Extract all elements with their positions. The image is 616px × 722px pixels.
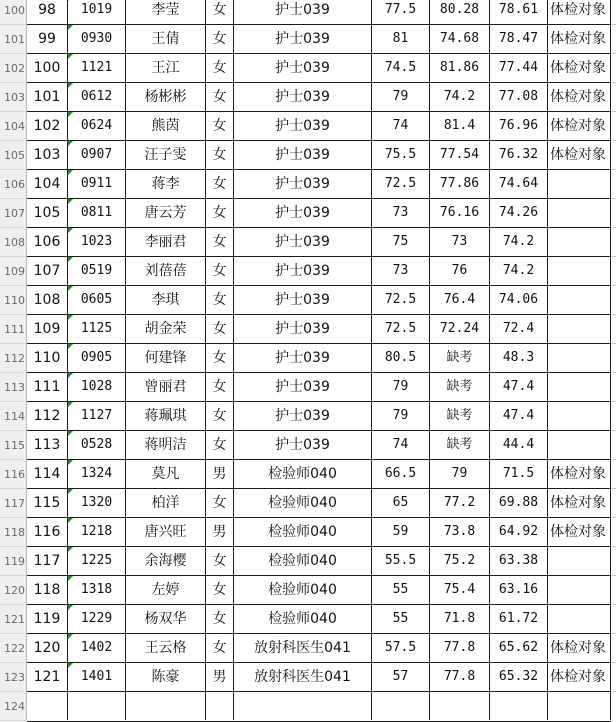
interview-score-cell[interactable]: 77.54	[430, 141, 490, 169]
exam-id-cell[interactable]: 1318	[68, 576, 126, 604]
status-cell[interactable]	[548, 228, 611, 256]
row-header[interactable]: 111	[0, 315, 27, 344]
position-cell[interactable]: 护士039	[234, 112, 372, 140]
gender-cell[interactable]: 女	[206, 25, 234, 53]
position-cell[interactable]: 护士039	[234, 25, 372, 53]
number-as-text-indicator-icon	[68, 605, 73, 610]
seq-cell[interactable]: 102	[27, 112, 68, 140]
seq-cell[interactable]: 119	[27, 605, 68, 633]
number-as-text-indicator-icon	[68, 431, 73, 436]
exam-id-cell[interactable]: 0811	[68, 199, 126, 227]
exam-id-cell[interactable]: 1125	[68, 315, 126, 343]
status-cell[interactable]	[548, 547, 611, 575]
name-cell[interactable]: 刘蓓蓓	[126, 257, 206, 285]
position-cell[interactable]: 护士039	[234, 83, 372, 111]
number-as-text-indicator-icon	[68, 25, 73, 30]
written-score-cell[interactable]: 79	[372, 402, 430, 430]
total-score-cell[interactable]: 65.62	[490, 634, 548, 662]
gender-cell[interactable]: 女	[206, 228, 234, 256]
status-cell[interactable]: 体检对象	[548, 518, 611, 546]
interview-score-cell[interactable]: 缺考	[430, 373, 490, 401]
name-cell[interactable]: 何建锋	[126, 344, 206, 372]
exam-id-cell[interactable]: 0624	[68, 112, 126, 140]
table-row	[0, 344, 616, 373]
interview-score-cell[interactable]: 74.2	[430, 83, 490, 111]
exam-id-cell[interactable]: 1320	[68, 489, 126, 517]
written-score-cell[interactable]: 66.5	[372, 460, 430, 488]
name-cell[interactable]	[126, 692, 206, 720]
total-score-cell[interactable]: 65.32	[490, 663, 548, 691]
table-row	[0, 83, 616, 112]
seq-cell[interactable]: 108	[27, 286, 68, 314]
position-cell[interactable]	[234, 692, 372, 720]
number-as-text-indicator-icon	[68, 373, 73, 378]
exam-id-cell[interactable]: 0907	[68, 141, 126, 169]
number-as-text-indicator-icon	[68, 518, 73, 523]
gender-cell[interactable]: 女	[206, 547, 234, 575]
status-cell[interactable]	[548, 373, 611, 401]
number-as-text-indicator-icon	[68, 315, 73, 320]
exam-id-cell[interactable]: 1023	[68, 228, 126, 256]
gender-cell[interactable]: 女	[206, 83, 234, 111]
gender-cell[interactable]: 女	[206, 431, 234, 459]
interview-score-cell[interactable]	[430, 692, 490, 720]
number-as-text-indicator-icon	[68, 199, 73, 204]
row-header[interactable]: 118	[0, 518, 27, 547]
interview-score-cell[interactable]: 77.2	[430, 489, 490, 517]
gender-cell[interactable]: 女	[206, 286, 234, 314]
total-score-cell[interactable]: 69.88	[490, 489, 548, 517]
gender-cell[interactable]: 女	[206, 402, 234, 430]
interview-score-cell[interactable]: 73	[430, 228, 490, 256]
position-cell[interactable]: 护士039	[234, 344, 372, 372]
row-header[interactable]: 106	[0, 170, 27, 199]
interview-score-cell[interactable]: 80.28	[430, 0, 490, 24]
gender-cell[interactable]: 男	[206, 518, 234, 546]
seq-cell[interactable]: 114	[27, 460, 68, 488]
total-score-cell[interactable]: 77.08	[490, 83, 548, 111]
number-as-text-indicator-icon	[68, 402, 73, 407]
written-score-cell[interactable]: 55	[372, 605, 430, 633]
interview-score-cell[interactable]: 75.4	[430, 576, 490, 604]
position-cell[interactable]: 检验师040	[234, 576, 372, 604]
exam-id-cell[interactable]: 1402	[68, 634, 126, 662]
total-score-cell[interactable]: 76.32	[490, 141, 548, 169]
gender-cell[interactable]: 女	[206, 315, 234, 343]
total-score-cell[interactable]: 76.96	[490, 112, 548, 140]
number-as-text-indicator-icon	[68, 83, 73, 88]
interview-score-cell[interactable]: 缺考	[430, 431, 490, 459]
total-score-cell[interactable]: 61.72	[490, 605, 548, 633]
position-cell[interactable]: 护士039	[234, 141, 372, 169]
seq-cell[interactable]: 99	[27, 25, 68, 53]
table-row	[0, 112, 616, 141]
table-row	[0, 663, 616, 692]
gender-cell[interactable]	[206, 692, 234, 720]
status-cell[interactable]: 体检对象	[548, 460, 611, 488]
position-cell[interactable]: 护士039	[234, 199, 372, 227]
seq-cell[interactable]	[27, 692, 68, 720]
position-cell[interactable]: 放射科医生041	[234, 663, 372, 691]
written-score-cell[interactable]: 72.5	[372, 286, 430, 314]
row-header[interactable]: 119	[0, 547, 27, 576]
total-score-cell[interactable]: 64.92	[490, 518, 548, 546]
table-row	[0, 373, 616, 402]
seq-cell[interactable]: 117	[27, 547, 68, 575]
row-header[interactable]: 121	[0, 605, 27, 634]
row-header[interactable]: 105	[0, 141, 27, 170]
total-score-cell[interactable]: 48.3	[490, 344, 548, 372]
number-as-text-indicator-icon	[68, 54, 73, 59]
total-score-cell[interactable]: 78.61	[490, 0, 548, 24]
position-cell[interactable]: 检验师040	[234, 489, 372, 517]
row-header[interactable]: 122	[0, 634, 27, 663]
total-score-cell[interactable]: 74.26	[490, 199, 548, 227]
name-cell[interactable]: 曾丽君	[126, 373, 206, 401]
name-cell[interactable]: 蒋珮琪	[126, 402, 206, 430]
row-header[interactable]: 117	[0, 489, 27, 518]
total-score-cell[interactable]: 63.16	[490, 576, 548, 604]
interview-score-cell[interactable]: 81.86	[430, 54, 490, 82]
exam-id-cell[interactable]: 1229	[68, 605, 126, 633]
interview-score-cell[interactable]: 73.8	[430, 518, 490, 546]
written-score-cell[interactable]: 79	[372, 83, 430, 111]
table-row	[0, 54, 616, 83]
status-cell[interactable]	[548, 286, 611, 314]
position-cell[interactable]: 护士039	[234, 431, 372, 459]
name-cell[interactable]: 唐云芳	[126, 199, 206, 227]
name-cell[interactable]: 王云格	[126, 634, 206, 662]
status-cell[interactable]	[548, 344, 611, 372]
seq-cell[interactable]: 110	[27, 344, 68, 372]
status-cell[interactable]	[548, 605, 611, 633]
exam-id-cell[interactable]: 1127	[68, 402, 126, 430]
number-as-text-indicator-icon	[68, 286, 73, 291]
number-as-text-indicator-icon	[68, 576, 73, 581]
name-cell[interactable]: 余海樱	[126, 547, 206, 575]
number-as-text-indicator-icon	[68, 112, 73, 117]
interview-score-cell[interactable]: 缺考	[430, 344, 490, 372]
row-header[interactable]: 102	[0, 54, 27, 83]
position-cell[interactable]: 护士039	[234, 0, 372, 24]
exam-id-cell[interactable]: 0911	[68, 170, 126, 198]
total-score-cell[interactable]: 78.47	[490, 25, 548, 53]
written-score-cell[interactable]: 73	[372, 199, 430, 227]
gender-cell[interactable]: 女	[206, 605, 234, 633]
table-row	[0, 286, 616, 315]
seq-cell[interactable]: 118	[27, 576, 68, 604]
status-cell[interactable]: 体检对象	[548, 634, 611, 662]
seq-cell[interactable]: 104	[27, 170, 68, 198]
number-as-text-indicator-icon	[68, 460, 73, 465]
exam-id-cell[interactable]: 1225	[68, 547, 126, 575]
row-header[interactable]: 120	[0, 576, 27, 605]
interview-score-cell[interactable]: 77.8	[430, 663, 490, 691]
exam-id-cell[interactable]: 1218	[68, 518, 126, 546]
total-score-cell[interactable]: 47.4	[490, 402, 548, 430]
status-cell[interactable]: 体检对象	[548, 0, 611, 24]
interview-score-cell[interactable]: 74.68	[430, 25, 490, 53]
name-cell[interactable]: 王江	[126, 54, 206, 82]
written-score-cell[interactable]: 55.5	[372, 547, 430, 575]
interview-score-cell[interactable]: 77.8	[430, 634, 490, 662]
row-header[interactable]: 100	[0, 0, 27, 25]
row-header[interactable]: 113	[0, 373, 27, 402]
interview-score-cell[interactable]: 81.4	[430, 112, 490, 140]
name-cell[interactable]: 蒋李	[126, 170, 206, 198]
table-row	[0, 170, 616, 199]
written-score-cell[interactable]	[372, 692, 430, 720]
row-header[interactable]: 115	[0, 431, 27, 460]
table-row	[0, 257, 616, 286]
table-row	[0, 605, 616, 634]
written-score-cell[interactable]: 75.5	[372, 141, 430, 169]
name-cell[interactable]: 汪子雯	[126, 141, 206, 169]
position-cell[interactable]: 检验师040	[234, 460, 372, 488]
exam-id-cell[interactable]: 0605	[68, 286, 126, 314]
name-cell[interactable]: 李莹	[126, 0, 206, 24]
name-cell[interactable]: 蒋明洁	[126, 431, 206, 459]
status-cell[interactable]: 体检对象	[548, 25, 611, 53]
seq-cell[interactable]: 107	[27, 257, 68, 285]
status-cell[interactable]	[548, 199, 611, 227]
status-cell[interactable]: 体检对象	[548, 141, 611, 169]
written-score-cell[interactable]: 74	[372, 431, 430, 459]
written-score-cell[interactable]: 72.5	[372, 170, 430, 198]
seq-cell[interactable]: 116	[27, 518, 68, 546]
exam-id-cell[interactable]: 1324	[68, 460, 126, 488]
table-row	[0, 489, 616, 518]
gender-cell[interactable]: 女	[206, 141, 234, 169]
position-cell[interactable]: 护士039	[234, 257, 372, 285]
name-cell[interactable]: 杨彬彬	[126, 83, 206, 111]
table-row	[0, 460, 616, 489]
status-cell[interactable]: 体检对象	[548, 83, 611, 111]
exam-id-cell[interactable]: 1019	[68, 0, 126, 24]
written-score-cell[interactable]: 57.5	[372, 634, 430, 662]
position-cell[interactable]: 放射科医生041	[234, 634, 372, 662]
interview-score-cell[interactable]: 79	[430, 460, 490, 488]
name-cell[interactable]: 王倩	[126, 25, 206, 53]
exam-id-cell[interactable]: 1401	[68, 663, 126, 691]
written-score-cell[interactable]: 81	[372, 25, 430, 53]
table-row	[0, 634, 616, 663]
row-header[interactable]: 108	[0, 228, 27, 257]
table-row	[0, 141, 616, 170]
number-as-text-indicator-icon	[68, 663, 73, 668]
exam-id-cell[interactable]: 0930	[68, 25, 126, 53]
name-cell[interactable]: 熊茵	[126, 112, 206, 140]
name-cell[interactable]: 胡金荣	[126, 315, 206, 343]
row-header[interactable]: 110	[0, 286, 27, 315]
total-score-cell[interactable]: 63.38	[490, 547, 548, 575]
name-cell[interactable]: 莫凡	[126, 460, 206, 488]
row-header[interactable]: 112	[0, 344, 27, 373]
table-row	[0, 228, 616, 257]
status-cell[interactable]	[548, 402, 611, 430]
number-as-text-indicator-icon	[68, 344, 73, 349]
table-row	[0, 518, 616, 547]
number-as-text-indicator-icon	[68, 170, 73, 175]
number-as-text-indicator-icon	[68, 489, 73, 494]
interview-score-cell[interactable]: 76	[430, 257, 490, 285]
row-header[interactable]: 109	[0, 257, 27, 286]
table-row	[0, 199, 616, 228]
seq-cell[interactable]: 112	[27, 402, 68, 430]
total-score-cell[interactable]: 74.2	[490, 228, 548, 256]
status-cell[interactable]	[548, 315, 611, 343]
exam-id-cell[interactable]: 1121	[68, 54, 126, 82]
table-row	[0, 431, 616, 460]
written-score-cell[interactable]: 74	[372, 112, 430, 140]
written-score-cell[interactable]: 65	[372, 489, 430, 517]
interview-score-cell[interactable]: 缺考	[430, 402, 490, 430]
number-as-text-indicator-icon	[68, 228, 73, 233]
row-header[interactable]: 103	[0, 83, 27, 112]
row-header[interactable]: 101	[0, 25, 27, 54]
gender-cell[interactable]: 女	[206, 54, 234, 82]
table-row	[0, 315, 616, 344]
exam-id-cell[interactable]: 0905	[68, 344, 126, 372]
name-cell[interactable]: 李琪	[126, 286, 206, 314]
written-score-cell[interactable]: 74.5	[372, 54, 430, 82]
name-cell[interactable]: 陈豪	[126, 663, 206, 691]
gender-cell[interactable]: 女	[206, 576, 234, 604]
position-cell[interactable]: 护士039	[234, 373, 372, 401]
number-as-text-indicator-icon	[68, 634, 73, 639]
written-score-cell[interactable]: 80.5	[372, 344, 430, 372]
gender-cell[interactable]: 女	[206, 0, 234, 24]
total-score-cell[interactable]: 74.2	[490, 257, 548, 285]
interview-score-cell[interactable]: 71.8	[430, 605, 490, 633]
seq-cell[interactable]: 120	[27, 634, 68, 662]
table-row	[0, 0, 616, 25]
written-score-cell[interactable]: 72.5	[372, 315, 430, 343]
status-cell[interactable]	[548, 170, 611, 198]
name-cell[interactable]: 左婷	[126, 576, 206, 604]
number-as-text-indicator-icon	[68, 141, 73, 146]
position-cell[interactable]: 检验师040	[234, 605, 372, 633]
seq-cell[interactable]: 103	[27, 141, 68, 169]
seq-cell[interactable]: 111	[27, 373, 68, 401]
gender-cell[interactable]: 女	[206, 112, 234, 140]
exam-id-cell[interactable]: 1028	[68, 373, 126, 401]
seq-cell[interactable]: 100	[27, 54, 68, 82]
status-cell[interactable]: 体检对象	[548, 54, 611, 82]
name-cell[interactable]: 柏洋	[126, 489, 206, 517]
status-cell[interactable]	[548, 431, 611, 459]
written-score-cell[interactable]: 75	[372, 228, 430, 256]
name-cell[interactable]: 杨双华	[126, 605, 206, 633]
name-cell[interactable]: 李丽君	[126, 228, 206, 256]
position-cell[interactable]: 护士039	[234, 170, 372, 198]
seq-cell[interactable]: 109	[27, 315, 68, 343]
table-row	[0, 402, 616, 431]
exam-id-cell[interactable]: 0519	[68, 257, 126, 285]
seq-cell[interactable]: 98	[27, 0, 68, 24]
total-score-cell[interactable]: 77.44	[490, 54, 548, 82]
gender-cell[interactable]: 女	[206, 199, 234, 227]
gender-cell[interactable]: 女	[206, 489, 234, 517]
number-as-text-indicator-icon	[68, 257, 73, 262]
position-cell[interactable]: 护士039	[234, 315, 372, 343]
interview-score-cell[interactable]: 76.16	[430, 199, 490, 227]
table-row	[0, 547, 616, 576]
seq-cell[interactable]: 113	[27, 431, 68, 459]
interview-score-cell[interactable]: 77.86	[430, 170, 490, 198]
gender-cell[interactable]: 男	[206, 663, 234, 691]
gender-cell[interactable]: 女	[206, 373, 234, 401]
status-cell[interactable]	[548, 692, 611, 720]
total-score-cell[interactable]: 72.4	[490, 315, 548, 343]
position-cell[interactable]: 检验师040	[234, 547, 372, 575]
position-cell[interactable]: 护士039	[234, 286, 372, 314]
table-row	[0, 576, 616, 605]
total-score-cell[interactable]: 47.4	[490, 373, 548, 401]
gender-cell[interactable]: 女	[206, 634, 234, 662]
status-cell[interactable]	[548, 576, 611, 604]
position-cell[interactable]: 检验师040	[234, 518, 372, 546]
position-cell[interactable]: 护士039	[234, 402, 372, 430]
total-score-cell[interactable]	[490, 692, 548, 720]
written-score-cell[interactable]: 55	[372, 576, 430, 604]
total-score-cell[interactable]: 44.4	[490, 431, 548, 459]
exam-id-cell[interactable]	[68, 692, 126, 720]
row-header[interactable]: 124	[0, 692, 27, 721]
exam-id-cell[interactable]: 0528	[68, 431, 126, 459]
seq-cell[interactable]: 106	[27, 228, 68, 256]
written-score-cell[interactable]: 79	[372, 373, 430, 401]
seq-cell[interactable]: 105	[27, 199, 68, 227]
interview-score-cell[interactable]: 75.2	[430, 547, 490, 575]
position-cell[interactable]: 护士039	[234, 228, 372, 256]
row-header[interactable]: 104	[0, 112, 27, 141]
written-score-cell[interactable]: 59	[372, 518, 430, 546]
total-score-cell[interactable]: 74.06	[490, 286, 548, 314]
gender-cell[interactable]: 男	[206, 460, 234, 488]
row-header[interactable]: 114	[0, 402, 27, 431]
name-cell[interactable]: 唐兴旺	[126, 518, 206, 546]
gender-cell[interactable]: 女	[206, 257, 234, 285]
seq-cell[interactable]: 115	[27, 489, 68, 517]
status-cell[interactable]: 体检对象	[548, 112, 611, 140]
total-score-cell[interactable]: 74.64	[490, 170, 548, 198]
written-score-cell[interactable]: 57	[372, 663, 430, 691]
gender-cell[interactable]: 女	[206, 170, 234, 198]
written-score-cell[interactable]: 73	[372, 257, 430, 285]
status-cell[interactable]: 体检对象	[548, 489, 611, 517]
seq-cell[interactable]: 101	[27, 83, 68, 111]
exam-id-cell[interactable]: 0612	[68, 83, 126, 111]
status-cell[interactable]: 体检对象	[548, 663, 611, 691]
position-cell[interactable]: 护士039	[234, 54, 372, 82]
gender-cell[interactable]: 女	[206, 344, 234, 372]
number-as-text-indicator-icon	[68, 547, 73, 552]
row-header[interactable]: 116	[0, 460, 27, 489]
row-header[interactable]: 123	[0, 663, 27, 692]
row-header[interactable]: 107	[0, 199, 27, 228]
table-row	[0, 25, 616, 54]
seq-cell[interactable]: 121	[27, 663, 68, 691]
status-cell[interactable]	[548, 257, 611, 285]
interview-score-cell[interactable]: 76.4	[430, 286, 490, 314]
number-as-text-indicator-icon	[68, 0, 73, 1]
interview-score-cell[interactable]: 72.24	[430, 315, 490, 343]
total-score-cell[interactable]: 71.5	[490, 460, 548, 488]
written-score-cell[interactable]: 77.5	[372, 0, 430, 24]
